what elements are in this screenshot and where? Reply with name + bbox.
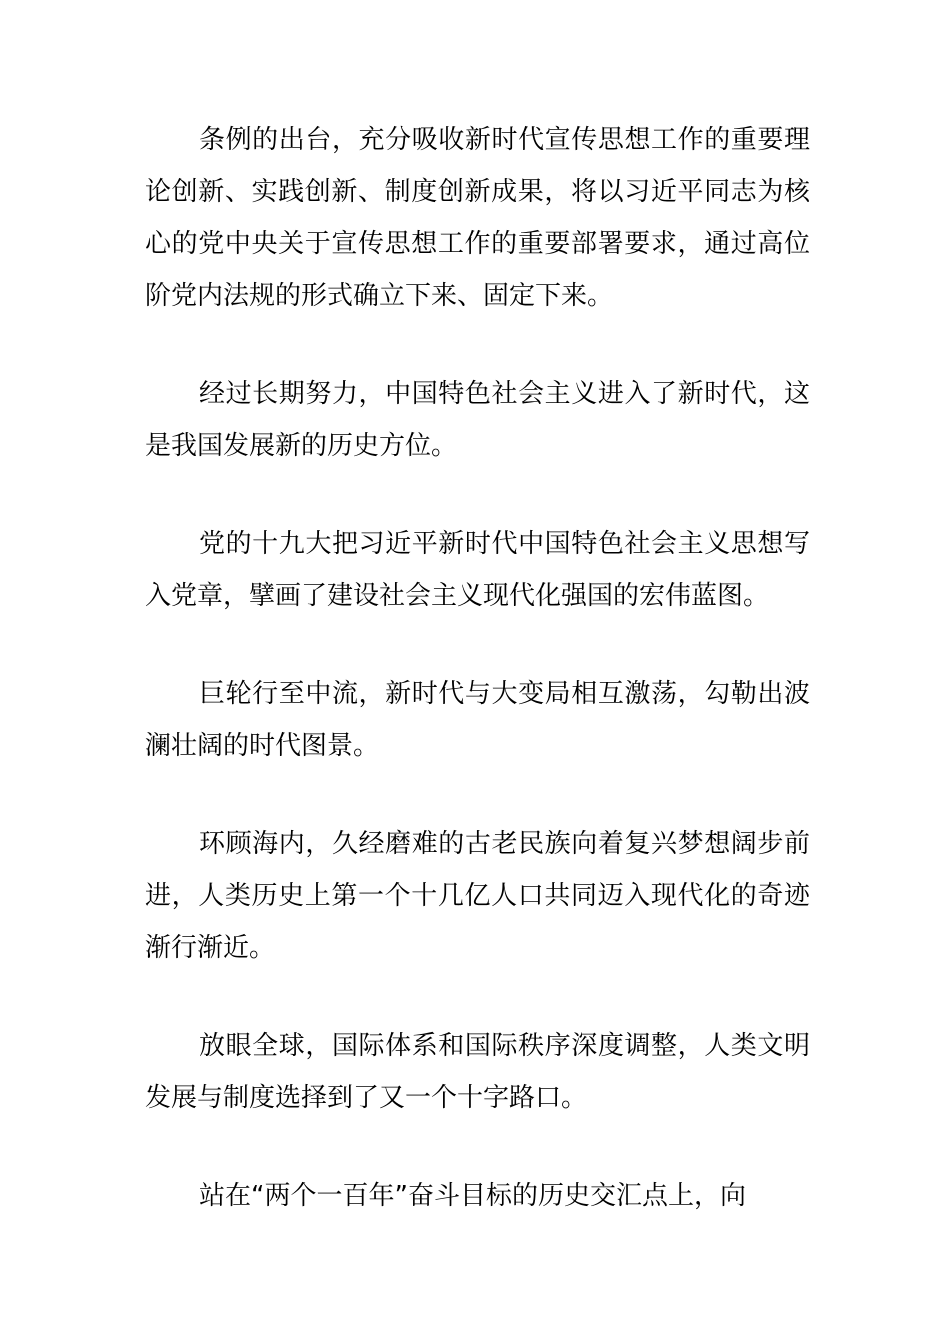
document-body xyxy=(145,114,810,1268)
paragraph: 放眼全球，国际体系和国际秩序深度调整，人类文明发展与制度选择到了又一个十字路口。 xyxy=(145,1031,810,1113)
paragraph: 巨轮行至中流，新时代与大变局相互激荡，勾勒出波澜壮阔的时代图景。 xyxy=(145,679,810,761)
paragraph: 党的十九大把习近平新时代中国特色社会主义思想写入党章，擘画了建设社会主义现代化强国的宏伟蓝图。 xyxy=(145,529,810,611)
paragraph: 条例的出台，充分吸收新时代宣传思想工作的重要理论创新、实践创新、制度创新成果，将以习近平同志为核心的党中央关于宣传思想工作的重要部署要求，通过高位阶党内法规的形式确立下来、固定下来。 xyxy=(145,125,810,311)
paragraph: 站在“两个一百年”奋斗目标的历史交汇点上，向 xyxy=(199,1181,746,1211)
paragraph: 经过长期努力，中国特色社会主义进入了新时代，这是我国发展新的历史方位。 xyxy=(145,379,810,461)
paragraph: 环顾海内，久经磨难的古老民族向着复兴梦想阔步前进，人类历史上第一个十几亿人口共同迈入现代化的奇迹渐行渐近。 xyxy=(145,829,810,963)
